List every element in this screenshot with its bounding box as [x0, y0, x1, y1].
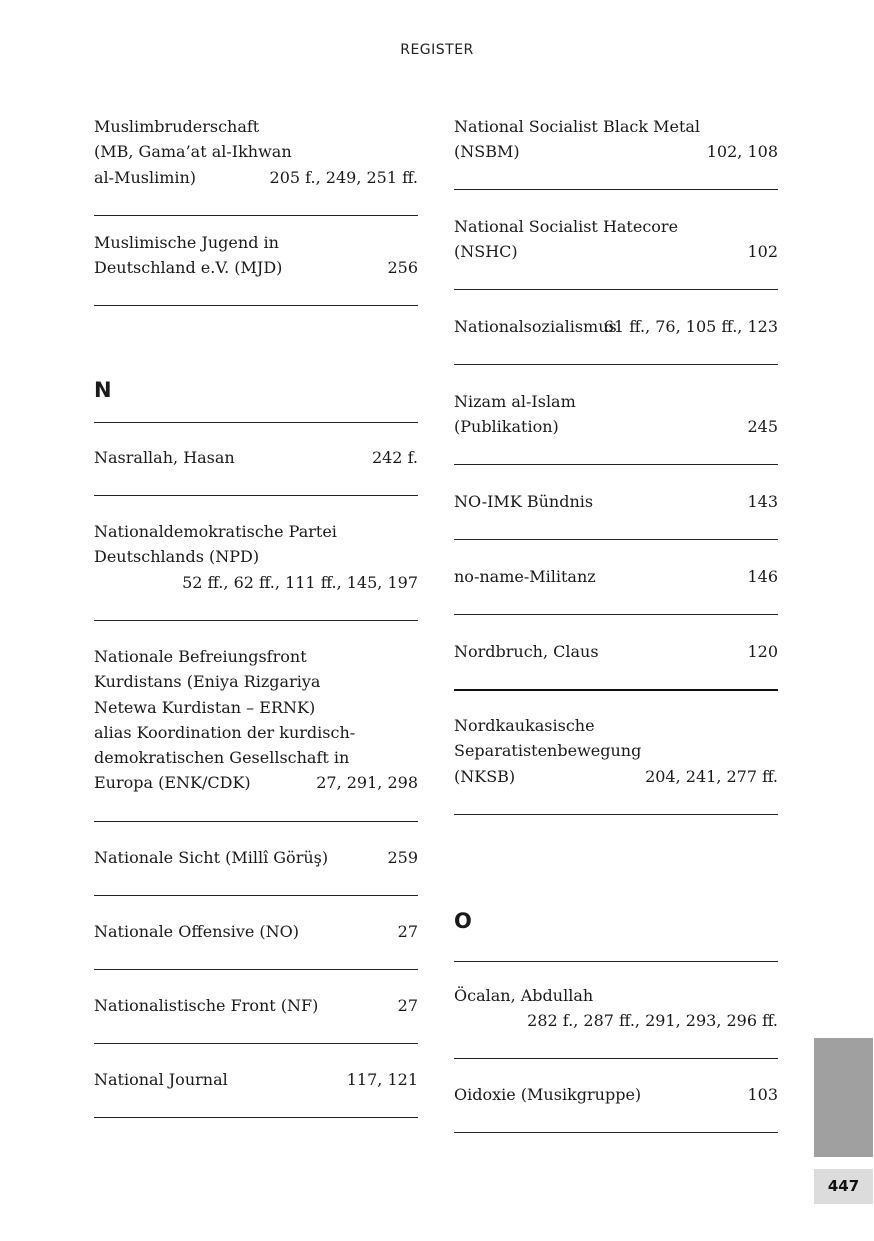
entry-term: Nasrallah, Hasan [94, 448, 235, 467]
entry-term: Nizam al-Islam [454, 392, 576, 411]
index-entry [454, 465, 778, 540]
entry-term: Muslimbruderschaft [94, 117, 260, 136]
entry-pages: 245 [747, 417, 778, 437]
entry-term: no-name-Militanz [454, 567, 596, 586]
entry-term: alias Koordination der kurdisch- [94, 722, 356, 742]
running-head: REGISTER [400, 42, 474, 58]
entry-term: (Publikation) [454, 417, 559, 437]
entry-term: Öcalan, Abdullah [454, 986, 594, 1005]
entry-pages: 242 f. [371, 448, 418, 467]
entry-pages: 27 [397, 922, 418, 941]
page-number: 447 [814, 1169, 873, 1204]
entry-pages: 27, 291, 298 [316, 773, 418, 793]
entry-pages: 146 [747, 567, 778, 586]
entry-pages: 117, 121 [346, 1070, 418, 1089]
entry-term: (NSHC) [454, 242, 518, 262]
entry-term: Nordbruch, Claus [454, 642, 599, 661]
index-column-left [94, 100, 418, 1118]
index-entry [94, 423, 418, 496]
index-entry [454, 962, 778, 1059]
entry-pages: 52 ff., 62 ff., 111 ff., 145, 197 [182, 572, 418, 592]
entry-term: National Journal [94, 1070, 228, 1089]
index-entry [454, 540, 778, 615]
section-letter-n: N [94, 378, 418, 423]
index-column-right [454, 100, 778, 1133]
index-entry [94, 970, 418, 1044]
entry-term: Kurdistans (Eniya Rizgariya [94, 672, 321, 692]
entry-term: (NKSB) [454, 766, 516, 786]
index-entry [454, 615, 778, 691]
index-entry [94, 822, 418, 896]
entry-term: Oidoxie (Musikgruppe) [454, 1085, 642, 1104]
entry-term: Nationale Sicht (Millî Görüş) [94, 848, 329, 867]
index-entry [454, 290, 778, 365]
entry-term: Netewa Kurdistan – ERNK) [94, 697, 316, 717]
entry-pages: 204, 241, 277 ff. [645, 766, 778, 786]
entry-term: Nationalsozialismus [454, 317, 617, 336]
entry-pages: 120 [747, 642, 778, 661]
entry-term: demokratischen Gesellschaft in [94, 748, 350, 768]
index-entry [94, 896, 418, 970]
entry-pages: 259 [387, 848, 418, 867]
index-entry [94, 1044, 418, 1118]
entry-term: Nationale Befreiungsfront [94, 647, 307, 666]
entry-pages: 103 [747, 1085, 778, 1104]
entry-term: (NSBM) [454, 142, 520, 162]
entry-term: Separatistenbewegung [454, 741, 642, 761]
entry-term: Deutschland e.V. (MJD) [94, 258, 283, 278]
entry-term: Europa (ENK/CDK) [94, 773, 251, 793]
entry-pages: 27 [397, 996, 418, 1015]
entry-pages: 205 f., 249, 251 ff. [269, 167, 418, 187]
entry-term: National Socialist Hatecore [454, 217, 679, 236]
entry-term: Muslimische Jugend in [94, 233, 279, 252]
entry-term: National Socialist Black Metal [454, 117, 701, 136]
entry-pages: 102, 108 [706, 142, 778, 162]
entry-pages: 102 [747, 242, 778, 262]
entry-term: Nationaldemokratische Partei [94, 522, 337, 541]
index-entry [454, 691, 778, 815]
section-letter-o: O [454, 909, 778, 962]
entry-pages: 282 f., 287 ff., 291, 293, 296 ff. [527, 1011, 778, 1031]
index-entry [454, 365, 778, 465]
entry-term: Nationalistische Front (NF) [94, 996, 319, 1015]
entry-term: NO-IMK Bündnis [454, 492, 594, 511]
index-entry [94, 621, 418, 822]
index-entry [454, 100, 778, 190]
entry-pages: 256 [387, 258, 418, 278]
index-entry [454, 1059, 778, 1133]
entry-pages: 61 ff., 76, 105 ff., 123 [603, 317, 778, 336]
index-entry [94, 216, 418, 306]
entry-term: Nordkaukasische [454, 716, 595, 735]
register-thumb-tab [814, 1038, 873, 1157]
entry-term: Nationale Offensive (NO) [94, 922, 300, 941]
index-entry [94, 496, 418, 621]
index-entry [94, 100, 418, 216]
index-entry [454, 190, 778, 290]
entry-term: al-Muslimin) [94, 167, 197, 187]
entry-term: Deutschlands (NPD) [94, 547, 260, 567]
entry-term: (MB, Gama’at al-Ikhwan [94, 142, 292, 162]
entry-pages: 143 [747, 492, 778, 511]
